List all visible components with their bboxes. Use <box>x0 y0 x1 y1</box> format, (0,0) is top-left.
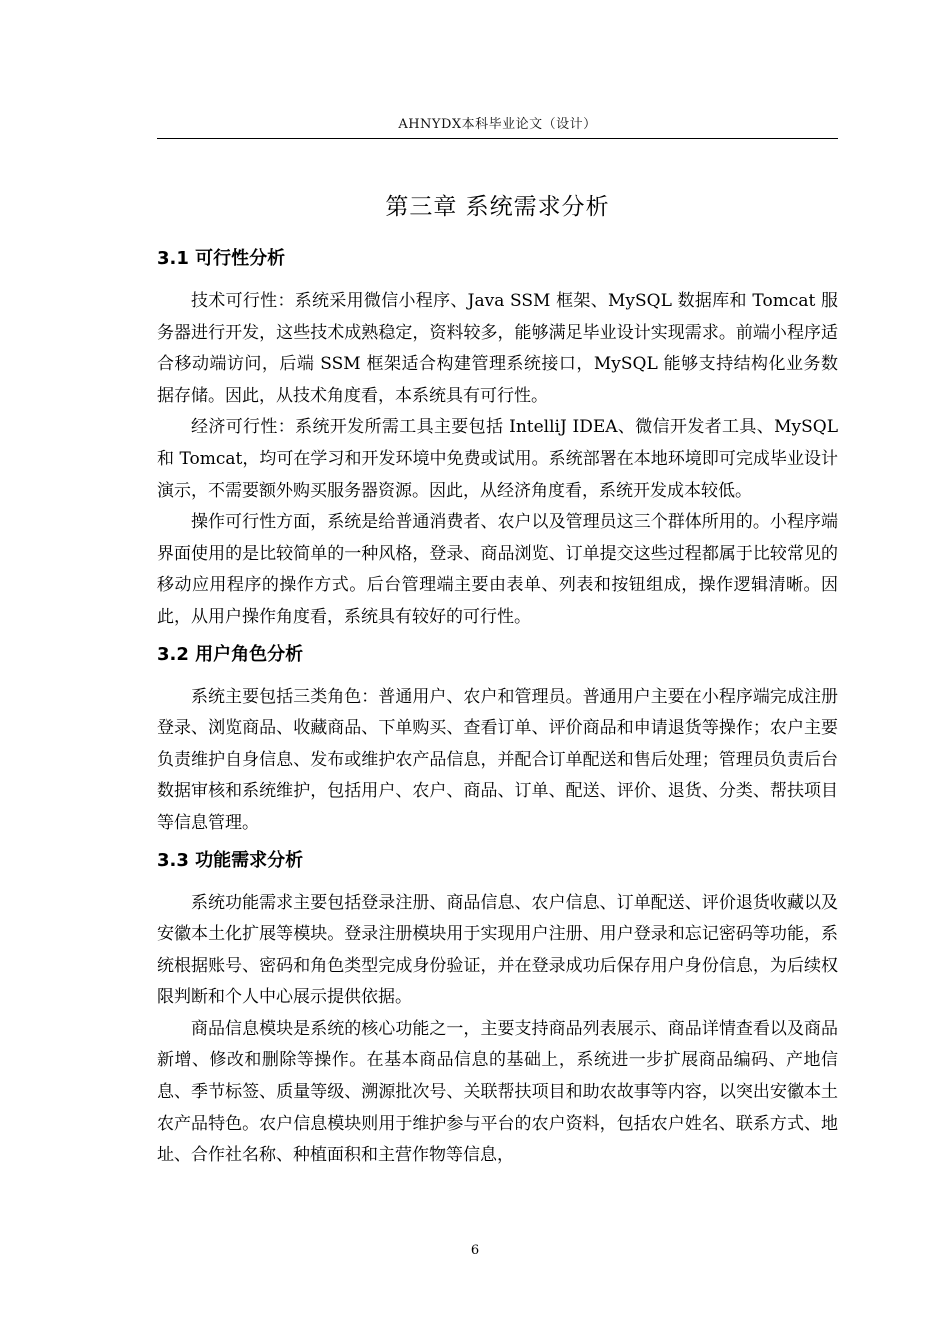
paragraph: 操作可行性方面，系统是给普通消费者、农户以及管理员这三个群体所用的。小程序端界面使用的是比较简单的一种风格，登录、商品浏览、订单提交这些过程都属于比较常见的移动应用程序的操作方式。后台管理端主要由表单、列表和按钮组成，操作逻辑清晰。因此，从用户操作角度看，系统具有较好的可行性。 <box>157 512 838 627</box>
running-header: AHNYDX本科毕业论文（设计） <box>398 117 597 132</box>
paragraph: 技术可行性：系统采用微信小程序、Java SSM 框架、MySQL 数据库和 Tomcat 服务器进行开发，这些技术成熟稳定，资料较多，能够满足毕业设计实现需求。前端小程序适合移动端访问，后端 SSM 框架适合构建管理系统接口，MySQL 能够支持结构化业务数据存储。因此，从技术角度看，本系统具有可行性。 <box>157 291 838 406</box>
section-heading: 3.1 可行性分析 <box>157 248 286 269</box>
paragraph: 经济可行性：系统开发所需工具主要包括 IntelliJ IDEA、微信开发者工具、MySQL 和 Tomcat，均可在学习和开发环境中免费或试用。系统部署在本地环境即可完成毕业设计演示，不需要额外购买服务器资源。因此，从经济角度看，系统开发成本较低。 <box>157 417 838 501</box>
section-heading: 3.2 用户角色分析 <box>157 643 304 665</box>
page-body <box>157 238 838 1172</box>
paragraph: 系统功能需求主要包括登录注册、商品信息、农户信息、订单配送、评价退货收藏以及安徽本土化扩展等模块。登录注册模块用于实现用户注册、用户登录和忘记密码等功能，系统根据账号、密码和角色类型完成身份验证，并在登录成功后保存用户身份信息，为后续权限判断和个人中心展示提供依据。 <box>157 892 838 1008</box>
section-3-1 <box>157 238 838 634</box>
section-3-3 <box>157 840 838 1172</box>
section-heading: 3.3 功能需求分析 <box>157 849 304 871</box>
paragraph: 商品信息模块是系统的核心功能之一，主要支持商品列表展示、商品详情查看以及商品新增、修改和删除等操作。在基本商品信息的基础上，系统进一步扩展商品编码、产地信息、季节标签、质量等级、溯源批次号、关联帮扶项目和助农故事等内容，以突出安徽本土农产品特色。农户信息模块则用于维护参与平台的农户资料，包括农户姓名、联系方式、地址、合作社名称、种植面积和主营作物等信息， <box>157 1018 838 1166</box>
page-number: 6 <box>470 1243 480 1258</box>
paragraph: 系统主要包括三类角色：普通用户、农户和管理员。普通用户主要在小程序端完成注册登录、浏览商品、收藏商品、下单购买、查看订单、评价商品和申请退货等操作；农户主要负责维护自身信息、发布或维护农产品信息，并配合订单配送和售后处理；管理员负责后台数据审核和系统维护，包括用户、农户、商品、订单、配送、评价、退货、分类、帮扶项目等信息管理。 <box>157 686 838 833</box>
section-3-2 <box>157 634 838 840</box>
chapter-title: 第三章 系统需求分析 <box>385 194 610 220</box>
header-divider <box>157 138 838 139</box>
